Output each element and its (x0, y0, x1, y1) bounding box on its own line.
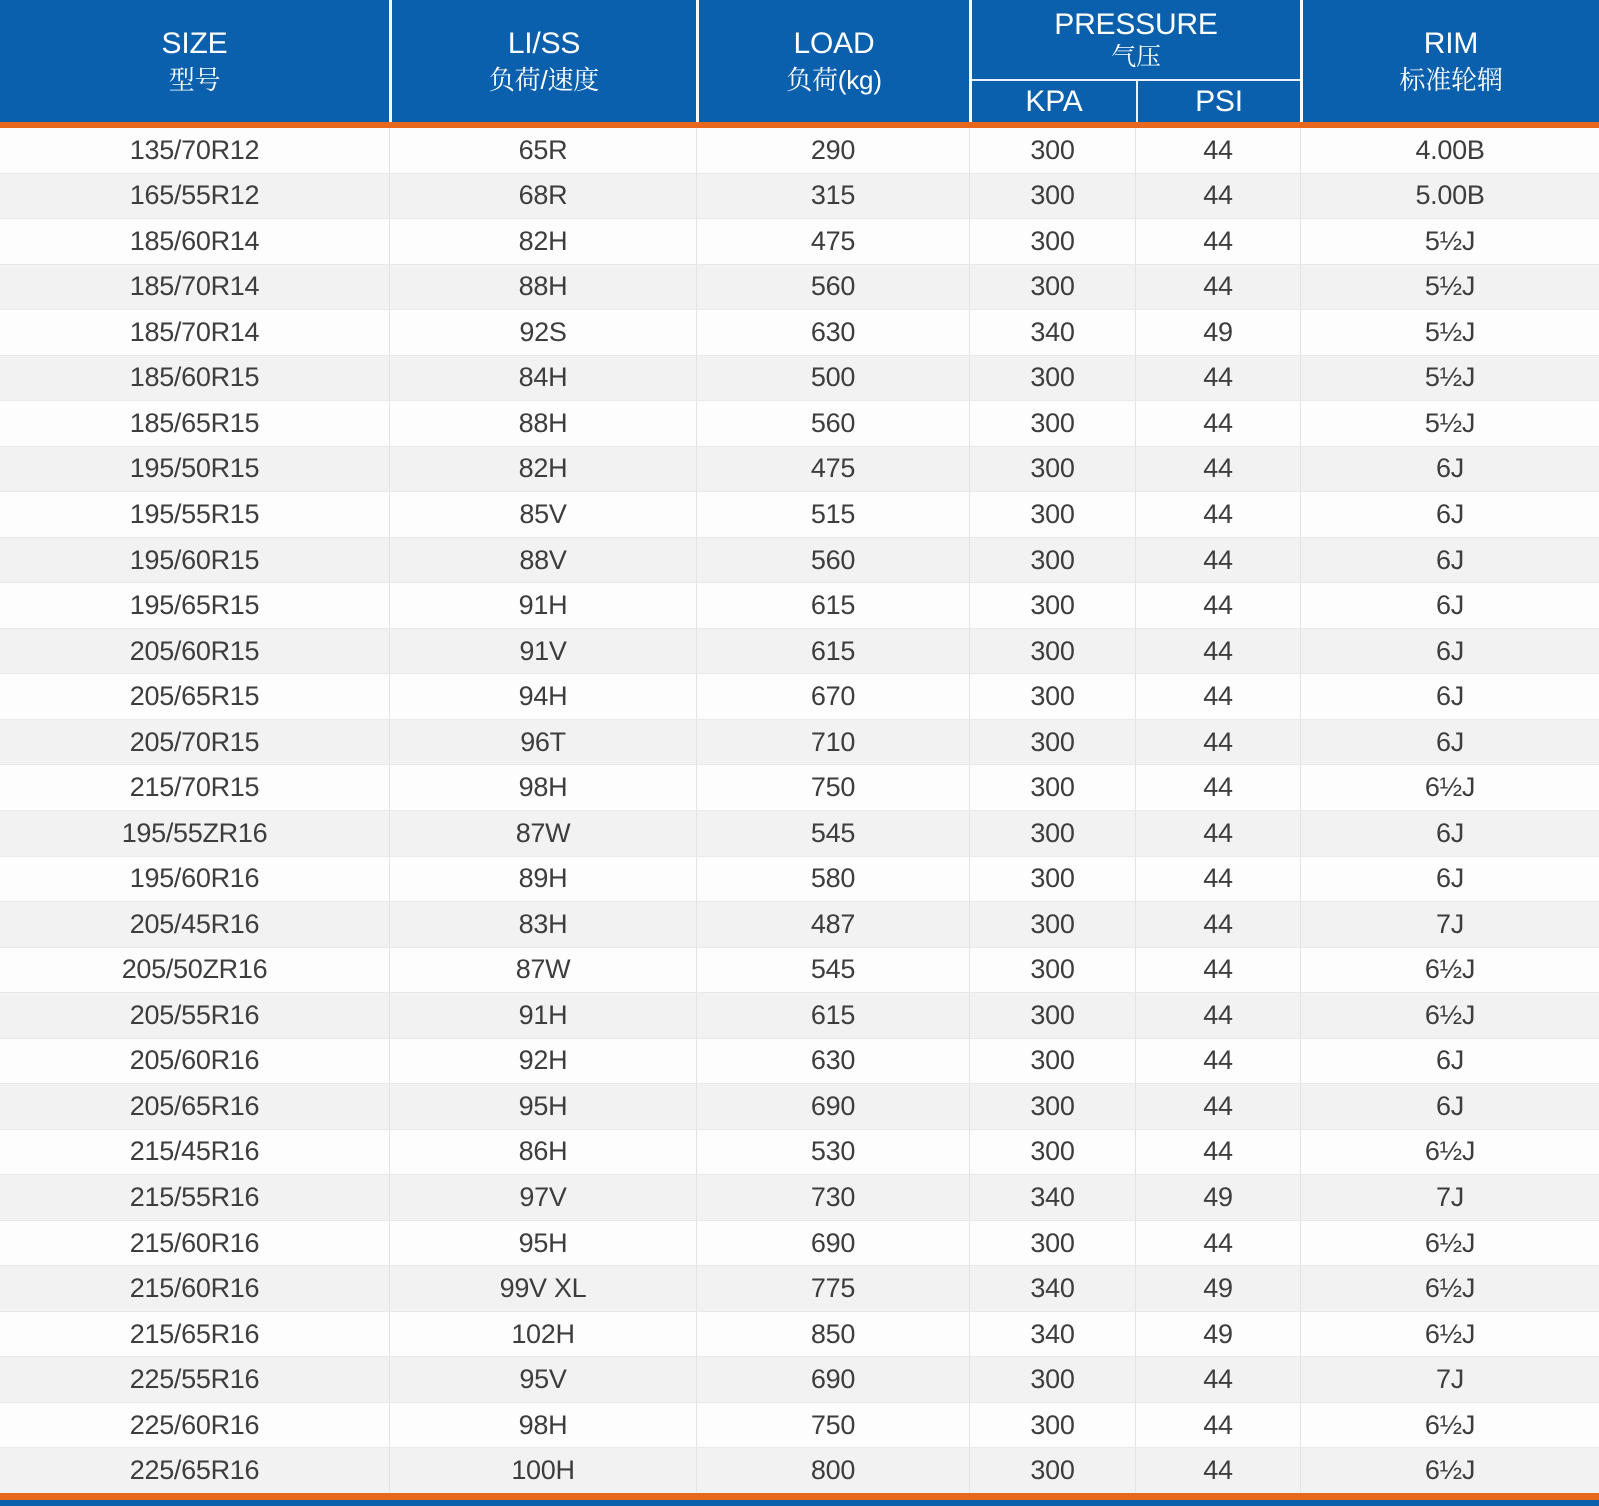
cell-size: 205/60R16 (129, 1045, 260, 1076)
cell-rim: 6J (1300, 538, 1599, 583)
cell-rim: 6½J (1300, 1266, 1599, 1311)
cell-load: 560 (696, 401, 969, 446)
table-row (0, 992, 1599, 1038)
table-header-row (0, 0, 1599, 122)
cell-rim: 6½J (1300, 1312, 1599, 1357)
footer-accent-bar (0, 1493, 1599, 1500)
cell-psi: 44 (1135, 902, 1300, 947)
col-header-load (696, 0, 969, 122)
col-header-psi: PSI (1136, 81, 1300, 122)
cell-kpa: 300 (969, 811, 1135, 856)
cell-psi: 44 (1135, 219, 1300, 264)
cell-liss: 89H (389, 857, 696, 902)
cell-kpa: 300 (969, 538, 1135, 583)
cell-size: 195/55R15 (129, 499, 260, 530)
cell-liss: 99V XL (389, 1266, 696, 1311)
cell-size: 225/65R16 (129, 1455, 260, 1486)
cell-kpa: 300 (969, 629, 1135, 674)
col-header-load-zh: 负荷(kg) (786, 65, 882, 95)
cell-rim: 5½J (1300, 219, 1599, 264)
col-header-pressure-zh: 气压 (1111, 42, 1161, 71)
cell-liss: 95H (389, 1221, 696, 1266)
col-header-pressure-main (972, 0, 1300, 79)
cell-kpa: 300 (969, 174, 1135, 219)
col-header-pressure-subrow (972, 79, 1300, 122)
table-body (0, 128, 1599, 1493)
cell-load: 615 (696, 993, 969, 1038)
cell-size: 195/50R15 (129, 453, 260, 484)
cell-psi: 44 (1135, 1448, 1300, 1493)
table-row (0, 218, 1599, 264)
cell-load: 730 (696, 1175, 969, 1220)
cell-load: 690 (696, 1084, 969, 1129)
cell-psi: 44 (1135, 1403, 1300, 1448)
cell-psi: 44 (1135, 948, 1300, 993)
footer-blue-bar (0, 1500, 1599, 1506)
cell-load: 530 (696, 1130, 969, 1175)
cell-psi: 44 (1135, 674, 1300, 719)
cell-load: 315 (696, 174, 969, 219)
table-row (0, 628, 1599, 674)
cell-kpa: 300 (969, 401, 1135, 446)
cell-load: 615 (696, 629, 969, 674)
cell-psi: 44 (1135, 1221, 1300, 1266)
table-row (0, 264, 1599, 310)
cell-liss: 84H (389, 356, 696, 401)
cell-kpa: 300 (969, 1084, 1135, 1129)
cell-kpa: 300 (969, 857, 1135, 902)
cell-liss: 92H (389, 1039, 696, 1084)
cell-psi: 49 (1135, 310, 1300, 355)
cell-rim: 6J (1300, 629, 1599, 674)
col-header-pressure-en: PRESSURE (1054, 7, 1218, 41)
cell-rim: 6½J (1300, 993, 1599, 1038)
table-row (0, 1083, 1599, 1129)
cell-load: 670 (696, 674, 969, 719)
table-row (0, 309, 1599, 355)
cell-rim: 6J (1300, 720, 1599, 765)
cell-size: 205/60R15 (129, 635, 260, 666)
cell-size: 225/60R16 (129, 1409, 260, 1440)
col-header-load-en: LOAD (793, 27, 875, 60)
col-header-kpa: KPA (1025, 84, 1083, 118)
cell-liss: 82H (389, 447, 696, 492)
cell-psi: 44 (1135, 993, 1300, 1038)
cell-psi: 44 (1135, 583, 1300, 628)
cell-kpa: 300 (969, 902, 1135, 947)
cell-rim: 6J (1300, 1039, 1599, 1084)
table-row (0, 128, 1599, 173)
table-row (0, 1174, 1599, 1220)
cell-load: 515 (696, 492, 969, 537)
cell-size: 205/45R16 (129, 908, 260, 939)
cell-kpa: 300 (969, 948, 1135, 993)
cell-load: 710 (696, 720, 969, 765)
cell-size: 185/70R14 (129, 316, 260, 347)
cell-psi: 44 (1135, 1130, 1300, 1175)
cell-rim: 4.00B (1300, 128, 1599, 173)
table-row (0, 1220, 1599, 1266)
cell-kpa: 300 (969, 1039, 1135, 1084)
cell-rim: 5½J (1300, 265, 1599, 310)
col-header-size-en: SIZE (161, 27, 228, 60)
cell-liss: 85V (389, 492, 696, 537)
cell-load: 775 (696, 1266, 969, 1311)
col-header-size (0, 0, 389, 122)
cell-size: 215/60R16 (129, 1273, 260, 1304)
cell-load: 690 (696, 1357, 969, 1402)
cell-size: 215/65R16 (129, 1318, 260, 1349)
cell-load: 545 (696, 811, 969, 856)
cell-rim: 6J (1300, 447, 1599, 492)
cell-liss: 87W (389, 811, 696, 856)
cell-size: 225/55R16 (129, 1364, 260, 1395)
col-header-pressure (969, 0, 1300, 122)
cell-size: 195/60R15 (129, 544, 260, 575)
cell-kpa: 300 (969, 1221, 1135, 1266)
table-row (0, 901, 1599, 947)
cell-rim: 5½J (1300, 310, 1599, 355)
cell-liss: 65R (389, 128, 696, 173)
cell-rim: 6J (1300, 811, 1599, 856)
cell-kpa: 300 (969, 1448, 1135, 1493)
table-row (0, 810, 1599, 856)
table-row (0, 1311, 1599, 1357)
cell-rim: 7J (1300, 1175, 1599, 1220)
table-row (0, 1129, 1599, 1175)
cell-psi: 44 (1135, 1084, 1300, 1129)
cell-load: 750 (696, 1403, 969, 1448)
table-row (0, 173, 1599, 219)
cell-kpa: 300 (969, 1357, 1135, 1402)
cell-rim: 7J (1300, 1357, 1599, 1402)
cell-size: 185/65R15 (129, 407, 260, 438)
cell-rim: 6½J (1300, 1130, 1599, 1175)
col-header-rim-en: RIM (1423, 27, 1479, 60)
cell-kpa: 340 (969, 1312, 1135, 1357)
cell-size: 215/55R16 (129, 1181, 260, 1212)
cell-rim: 6J (1300, 674, 1599, 719)
cell-psi: 49 (1135, 1175, 1300, 1220)
cell-kpa: 300 (969, 447, 1135, 492)
table-row (0, 764, 1599, 810)
cell-size: 165/55R12 (129, 180, 260, 211)
cell-liss: 82H (389, 219, 696, 264)
cell-rim: 7J (1300, 902, 1599, 947)
cell-liss: 87W (389, 948, 696, 993)
cell-load: 690 (696, 1221, 969, 1266)
table-row (0, 1038, 1599, 1084)
cell-rim: 6½J (1300, 765, 1599, 810)
cell-load: 615 (696, 583, 969, 628)
cell-load: 545 (696, 948, 969, 993)
cell-liss: 88V (389, 538, 696, 583)
cell-size: 205/65R16 (129, 1090, 260, 1121)
cell-psi: 44 (1135, 492, 1300, 537)
table-row (0, 491, 1599, 537)
cell-load: 800 (696, 1448, 969, 1493)
cell-psi: 44 (1135, 811, 1300, 856)
cell-load: 750 (696, 765, 969, 810)
col-header-rim (1300, 0, 1599, 122)
cell-rim: 6J (1300, 583, 1599, 628)
cell-kpa: 340 (969, 310, 1135, 355)
cell-psi: 49 (1135, 1266, 1300, 1311)
cell-size: 185/70R14 (129, 271, 260, 302)
cell-psi: 44 (1135, 857, 1300, 902)
cell-size: 205/70R15 (129, 726, 260, 757)
cell-size: 185/60R14 (129, 225, 260, 256)
cell-psi: 44 (1135, 265, 1300, 310)
table-row (0, 537, 1599, 583)
table-row (0, 1447, 1599, 1493)
cell-psi: 44 (1135, 128, 1300, 173)
cell-size: 215/70R15 (129, 772, 260, 803)
table-row (0, 582, 1599, 628)
cell-size: 205/65R15 (129, 681, 260, 712)
cell-kpa: 300 (969, 583, 1135, 628)
cell-liss: 102H (389, 1312, 696, 1357)
cell-size: 215/45R16 (129, 1136, 260, 1167)
cell-kpa: 340 (969, 1175, 1135, 1220)
cell-kpa: 300 (969, 1130, 1135, 1175)
cell-psi: 44 (1135, 1039, 1300, 1084)
table-row (0, 446, 1599, 492)
cell-size: 205/50ZR16 (121, 954, 268, 985)
table-row (0, 856, 1599, 902)
cell-kpa: 300 (969, 219, 1135, 264)
col-header-rim-zh: 标准轮辋 (1399, 65, 1503, 95)
cell-size: 195/65R15 (129, 590, 260, 621)
cell-kpa: 300 (969, 265, 1135, 310)
cell-rim: 6½J (1300, 1403, 1599, 1448)
cell-liss: 98H (389, 765, 696, 810)
cell-rim: 6½J (1300, 1221, 1599, 1266)
cell-rim: 6J (1300, 492, 1599, 537)
cell-rim: 6J (1300, 1084, 1599, 1129)
cell-psi: 44 (1135, 356, 1300, 401)
cell-rim: 5½J (1300, 401, 1599, 446)
cell-load: 500 (696, 356, 969, 401)
col-header-liss-zh: 负荷/速度 (488, 65, 600, 95)
cell-size: 135/70R12 (129, 134, 260, 165)
table-row (0, 1265, 1599, 1311)
cell-kpa: 300 (969, 1403, 1135, 1448)
cell-rim: 6½J (1300, 948, 1599, 993)
cell-rim: 6J (1300, 857, 1599, 902)
cell-psi: 44 (1135, 538, 1300, 583)
table-row (0, 947, 1599, 993)
cell-load: 580 (696, 857, 969, 902)
cell-psi: 44 (1135, 174, 1300, 219)
cell-psi: 44 (1135, 765, 1300, 810)
cell-liss: 92S (389, 310, 696, 355)
table-row (0, 673, 1599, 719)
cell-load: 290 (696, 128, 969, 173)
col-header-liss (389, 0, 696, 122)
cell-psi: 49 (1135, 1312, 1300, 1357)
cell-rim: 5.00B (1300, 174, 1599, 219)
cell-psi: 44 (1135, 447, 1300, 492)
cell-kpa: 300 (969, 720, 1135, 765)
cell-liss: 94H (389, 674, 696, 719)
cell-size: 205/55R16 (129, 999, 260, 1030)
cell-load: 560 (696, 538, 969, 583)
cell-load: 630 (696, 310, 969, 355)
cell-kpa: 300 (969, 356, 1135, 401)
cell-kpa: 300 (969, 128, 1135, 173)
table-row (0, 1356, 1599, 1402)
cell-size: 195/60R16 (129, 863, 260, 894)
cell-kpa: 300 (969, 674, 1135, 719)
cell-liss: 68R (389, 174, 696, 219)
cell-size: 215/60R16 (129, 1227, 260, 1258)
cell-liss: 88H (389, 401, 696, 446)
cell-liss: 88H (389, 265, 696, 310)
cell-load: 487 (696, 902, 969, 947)
table-row (0, 719, 1599, 765)
cell-kpa: 300 (969, 993, 1135, 1038)
cell-psi: 44 (1135, 1357, 1300, 1402)
cell-liss: 98H (389, 1403, 696, 1448)
cell-psi: 44 (1135, 720, 1300, 765)
col-header-size-zh: 型号 (168, 65, 221, 95)
table-row (0, 355, 1599, 401)
cell-load: 630 (696, 1039, 969, 1084)
cell-liss: 95H (389, 1084, 696, 1129)
cell-psi: 44 (1135, 401, 1300, 446)
cell-size: 185/60R15 (129, 362, 260, 393)
col-header-liss-en: LI/SS (507, 27, 581, 60)
cell-kpa: 340 (969, 1266, 1135, 1311)
cell-liss: 96T (389, 720, 696, 765)
cell-liss: 91H (389, 583, 696, 628)
cell-psi: 44 (1135, 629, 1300, 674)
cell-liss: 91H (389, 993, 696, 1038)
cell-liss: 95V (389, 1357, 696, 1402)
cell-liss: 100H (389, 1448, 696, 1493)
cell-load: 560 (696, 265, 969, 310)
cell-rim: 6½J (1300, 1448, 1599, 1493)
cell-load: 475 (696, 447, 969, 492)
cell-liss: 83H (389, 902, 696, 947)
cell-liss: 97V (389, 1175, 696, 1220)
cell-liss: 91V (389, 629, 696, 674)
table-row (0, 1402, 1599, 1448)
cell-kpa: 300 (969, 765, 1135, 810)
cell-rim: 5½J (1300, 356, 1599, 401)
table-row (0, 400, 1599, 446)
cell-size: 195/55ZR16 (121, 817, 268, 848)
cell-load: 850 (696, 1312, 969, 1357)
cell-kpa: 300 (969, 492, 1135, 537)
cell-liss: 86H (389, 1130, 696, 1175)
cell-load: 475 (696, 219, 969, 264)
